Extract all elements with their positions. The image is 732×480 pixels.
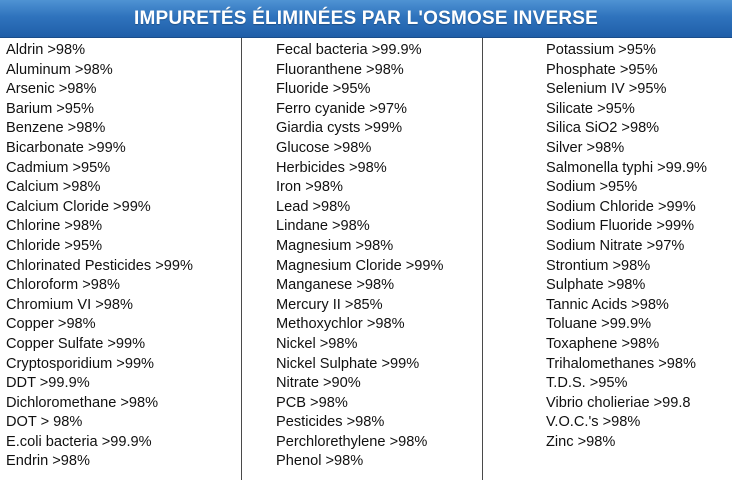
- impurity-item: E.coli bacteria >99.9%: [6, 433, 152, 450]
- impurity-item: Ferro cyanide >97%: [276, 100, 408, 117]
- impurity-item: Magnesium >98%: [276, 237, 394, 254]
- impurity-item: Chloroform >98%: [6, 277, 120, 294]
- impurity-item: Sulphate >98%: [546, 277, 646, 294]
- impurity-item: Calcium Cloride >99%: [6, 198, 151, 215]
- impurity-item: T.D.S. >95%: [546, 375, 628, 392]
- impurity-item: Trihalomethanes >98%: [546, 355, 696, 372]
- impurity-item: Perchlorethylene >98%: [276, 433, 428, 450]
- impurity-item: Chromium VI >98%: [6, 296, 133, 313]
- impurity-item: Arsenic >98%: [6, 81, 97, 98]
- impurity-item: Sodium Fluoride >99%: [546, 218, 695, 235]
- impurity-item: V.O.C.'s >98%: [546, 414, 641, 431]
- impurity-item: Cadmium >95%: [6, 159, 111, 176]
- impurity-item: Selenium IV >95%: [546, 81, 667, 98]
- impurity-item: Manganese >98%: [276, 277, 395, 294]
- impurities-column-3: [483, 38, 732, 480]
- impurity-item: Cryptosporidium >99%: [6, 355, 155, 372]
- impurity-item: Endrin >98%: [6, 453, 90, 470]
- impurity-item: DOT > 98%: [6, 414, 83, 431]
- impurity-item: Lindane >98%: [276, 218, 370, 235]
- impurity-item: Silica SiO2 >98%: [546, 120, 660, 137]
- impurity-item: Glucose >98%: [276, 139, 372, 156]
- impurity-item: Methoxychlor >98%: [276, 316, 405, 333]
- impurity-item: Magnesium Cloride >99%: [276, 257, 444, 274]
- impurity-item: Silicate >95%: [546, 100, 635, 117]
- impurity-item: Silver >98%: [546, 139, 625, 156]
- impurity-item: Mercury II >85%: [276, 296, 383, 313]
- impurity-item: Aluminum >98%: [6, 61, 113, 78]
- impurity-item: Fecal bacteria >99.9%: [276, 42, 422, 58]
- impurity-item: Fluoride >95%: [276, 81, 371, 98]
- impurity-item: Sodium Chloride >99%: [546, 198, 696, 215]
- impurity-item: Phosphate >95%: [546, 61, 658, 78]
- impurity-item: DDT >99.9%: [6, 375, 90, 392]
- impurity-item: Dichloromethane >98%: [6, 394, 159, 411]
- impurity-item: Giardia cysts >99%: [276, 120, 403, 137]
- impurity-item: Toluane >99.9%: [546, 316, 652, 333]
- impurity-item: Copper >98%: [6, 316, 96, 333]
- impurity-item: Sodium Nitrate >97%: [546, 237, 685, 254]
- impurity-item: Copper Sulfate >99%: [6, 335, 146, 352]
- impurity-item: Vibrio cholieriae >99.8: [546, 394, 691, 411]
- impurity-item: Sodium >95%: [546, 179, 638, 196]
- title-banner: [0, 0, 732, 38]
- impurity-item: Nitrate >90%: [276, 375, 361, 392]
- impurity-item: Calcium >98%: [6, 179, 101, 196]
- impurities-table: [0, 38, 732, 480]
- impurity-item: Chlorine >98%: [6, 218, 103, 235]
- impurities-column-2: [242, 38, 483, 480]
- impurity-item: Salmonella typhi >99.9%: [546, 159, 708, 176]
- impurity-item: Potassium >95%: [546, 42, 656, 58]
- impurity-item: Nickel >98%: [276, 335, 358, 352]
- impurity-item: Bicarbonate >99%: [6, 139, 126, 156]
- impurity-item: Iron >98%: [276, 179, 343, 196]
- impurity-item: Chlorinated Pesticides >99%: [6, 257, 193, 274]
- impurity-item: Lead >98%: [276, 198, 351, 215]
- impurity-item: Fluoranthene >98%: [276, 61, 404, 78]
- impurity-item: Aldrin >98%: [6, 42, 86, 58]
- impurity-item: Toxaphene >98%: [546, 335, 660, 352]
- impurity-item: Phenol >98%: [276, 453, 364, 470]
- impurity-item: Pesticides >98%: [276, 414, 385, 431]
- impurity-item: Tannic Acids >98%: [546, 296, 669, 313]
- impurity-item: Zinc >98%: [546, 433, 616, 450]
- impurity-item: Strontium >98%: [546, 257, 651, 274]
- impurity-item: Barium >95%: [6, 100, 95, 117]
- impurity-item: Herbicides >98%: [276, 159, 387, 176]
- page-title: IMPURETÉS ÉLIMINÉES PAR L'OSMOSE INVERSE: [133, 7, 598, 29]
- impurity-item: Chloride >95%: [6, 237, 103, 254]
- impurity-item: Nickel Sulphate >99%: [276, 355, 420, 372]
- impurity-item: PCB >98%: [276, 394, 348, 411]
- impurity-item: Benzene >98%: [6, 120, 106, 137]
- impurities-column-1: [0, 38, 242, 480]
